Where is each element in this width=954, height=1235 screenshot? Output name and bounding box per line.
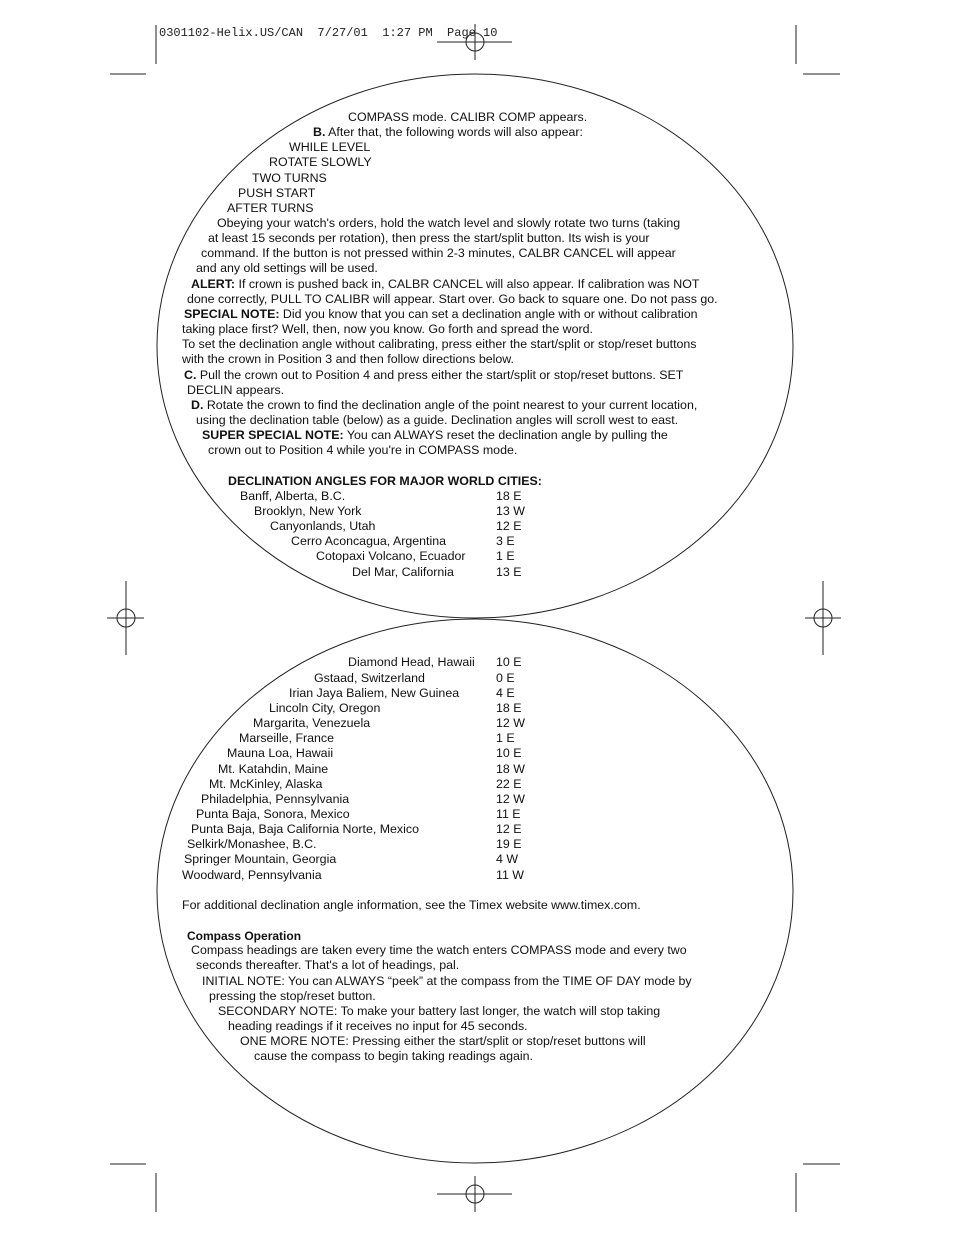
instruction-line: at least 15 seconds per rotation), then press the start/split button. Its wish is your bbox=[208, 231, 650, 245]
city-name: Margarita, Venezuela bbox=[253, 716, 371, 730]
declination-angle: 13 W bbox=[496, 504, 525, 518]
registration-mark-left bbox=[107, 581, 144, 655]
city-name: Mt. McKinley, Alaska bbox=[209, 777, 323, 791]
instruction-line: WHILE LEVEL bbox=[289, 140, 371, 154]
print-slug: 0301102-Helix.US/CAN 7/27/01 1:27 PM Page 10 bbox=[159, 26, 498, 40]
declination-angle: 18 E bbox=[496, 701, 522, 715]
compass-operation-line: INITIAL NOTE: You can ALWAYS “peek” at the compass from the TIME OF DAY mode by bbox=[202, 974, 692, 988]
compass-operation-line: seconds thereafter. That's a lot of headings, pal. bbox=[196, 958, 460, 972]
instruction-line: done correctly, PULL TO CALIBR will appear. Start over. Go back to square one. Do not pass go. bbox=[187, 292, 718, 306]
declination-angle: 4 E bbox=[496, 686, 515, 700]
city-name: Selkirk/Monashee, B.C. bbox=[187, 837, 317, 851]
city-name: Diamond Head, Hawaii bbox=[348, 655, 475, 669]
instruction-line: AFTER TURNS bbox=[227, 201, 314, 215]
declination-angle: 11 W bbox=[496, 868, 524, 882]
declination-angle: 3 E bbox=[496, 534, 515, 548]
instruction-line: D. Rotate the crown to find the declination angle of the point nearest to your current location, bbox=[191, 398, 698, 412]
city-name: Del Mar, California bbox=[352, 565, 454, 579]
instruction-line: SUPER SPECIAL NOTE: You can ALWAYS reset the declination angle by pulling the bbox=[202, 428, 668, 442]
city-name: Cotopaxi Volcano, Ecuador bbox=[316, 549, 466, 563]
compass-operation-line: Compass headings are taken every time the watch enters COMPASS mode and every two bbox=[191, 943, 687, 957]
instruction-line: SPECIAL NOTE: Did you know that you can set a declination angle with or without calibration bbox=[184, 307, 698, 321]
instruction-line: using the declination table (below) as a guide. Declination angles will scroll west to east. bbox=[196, 413, 679, 427]
registration-mark-right bbox=[805, 581, 841, 655]
declination-angle: 10 E bbox=[496, 746, 522, 760]
registration-mark-bottom bbox=[437, 1176, 512, 1212]
declination-angle: 0 E bbox=[496, 671, 515, 685]
instruction-line: with the crown in Position 3 and then follow directions below. bbox=[182, 352, 514, 366]
city-name: Punta Baja, Sonora, Mexico bbox=[196, 807, 350, 821]
instruction-line: PUSH START bbox=[238, 186, 316, 200]
compass-operation-heading: Compass Operation bbox=[187, 929, 302, 943]
declination-angle: 12 W bbox=[496, 792, 525, 806]
declination-angle: 22 E bbox=[496, 777, 522, 791]
city-name: Banff, Alberta, B.C. bbox=[240, 489, 346, 503]
city-name: Brooklyn, New York bbox=[254, 504, 362, 518]
compass-operation-line: ONE MORE NOTE: Pressing either the start/split or stop/reset buttons will bbox=[240, 1034, 646, 1048]
declination-angle: 4 W bbox=[496, 852, 519, 866]
instruction-line: crown out to Position 4 while you're in COMPASS mode. bbox=[208, 443, 518, 457]
bottom-panel-outline bbox=[157, 619, 793, 1163]
instruction-line: B. After that, the following words will also appear: bbox=[313, 125, 583, 139]
compass-operation-line: cause the compass to begin taking readings again. bbox=[254, 1049, 533, 1063]
instruction-line: C. Pull the crown out to Position 4 and press either the start/split or stop/reset buttons. SET bbox=[184, 368, 684, 382]
city-name: Mt. Katahdin, Maine bbox=[218, 762, 329, 776]
declination-angle: 1 E bbox=[496, 731, 515, 745]
city-name: Canyonlands, Utah bbox=[270, 519, 376, 533]
city-name: Philadelphia, Pennsylvania bbox=[201, 792, 350, 806]
instruction-line: and any old settings will be used. bbox=[196, 261, 378, 275]
instruction-line: TWO TURNS bbox=[252, 171, 327, 185]
city-name: Irian Jaya Baliem, New Guinea bbox=[289, 686, 460, 700]
compass-operation-line: pressing the stop/reset button. bbox=[209, 989, 376, 1003]
declination-angle: 12 W bbox=[496, 716, 525, 730]
declination-angle: 11 E bbox=[496, 807, 521, 821]
compass-operation-line: SECONDARY NOTE: To make your battery last longer, the watch will stop taking bbox=[218, 1004, 661, 1018]
instruction-line: COMPASS mode. CALIBR COMP appears. bbox=[348, 110, 588, 124]
instruction-line: ALERT: If crown is pushed back in, CALBR CANCEL will also appear. If calibration was NOT bbox=[191, 277, 700, 291]
instruction-line: DECLIN appears. bbox=[187, 383, 285, 397]
declination-angle: 10 E bbox=[496, 655, 522, 669]
declination-angle: 1 E bbox=[496, 549, 515, 563]
city-name: Punta Baja, Baja California Norte, Mexico bbox=[191, 822, 419, 836]
instruction-line: Obeying your watch's orders, hold the watch level and slowly rotate two turns (taking bbox=[217, 216, 681, 230]
declination-angle: 18 E bbox=[496, 489, 522, 503]
city-name: Marseille, France bbox=[239, 731, 335, 745]
declination-angle: 19 E bbox=[496, 837, 522, 851]
instruction-line: To set the declination angle without calibrating, press either the start/split or stop/reset buttons bbox=[182, 337, 697, 351]
city-name: Cerro Aconcagua, Argentina bbox=[291, 534, 446, 548]
city-name: Springer Mountain, Georgia bbox=[184, 852, 337, 866]
city-name: Mauna Loa, Hawaii bbox=[227, 746, 334, 760]
compass-operation-line: heading readings if it receives no input for 45 seconds. bbox=[228, 1019, 528, 1033]
instruction-line: command. If the button is not pressed within 2-3 minutes, CALBR CANCEL will appear bbox=[201, 246, 676, 260]
declination-angle: 13 E bbox=[496, 565, 522, 579]
instruction-line: ROTATE SLOWLY bbox=[269, 155, 372, 169]
city-name: Woodward, Pennsylvania bbox=[182, 868, 322, 882]
city-name: Gstaad, Switzerland bbox=[314, 671, 425, 685]
declination-angle: 12 E bbox=[496, 519, 522, 533]
declination-angle: 12 E bbox=[496, 822, 522, 836]
declination-table-heading: DECLINATION ANGLES FOR MAJOR WORLD CITIES: bbox=[228, 474, 542, 488]
declination-angle: 18 W bbox=[496, 762, 525, 776]
city-name: Lincoln City, Oregon bbox=[269, 701, 381, 715]
instruction-line: taking place first? Well, then, now you know. Go forth and spread the word. bbox=[182, 322, 593, 336]
additional-info-text: For additional declination angle information, see the Timex website www.timex.com. bbox=[182, 898, 641, 912]
